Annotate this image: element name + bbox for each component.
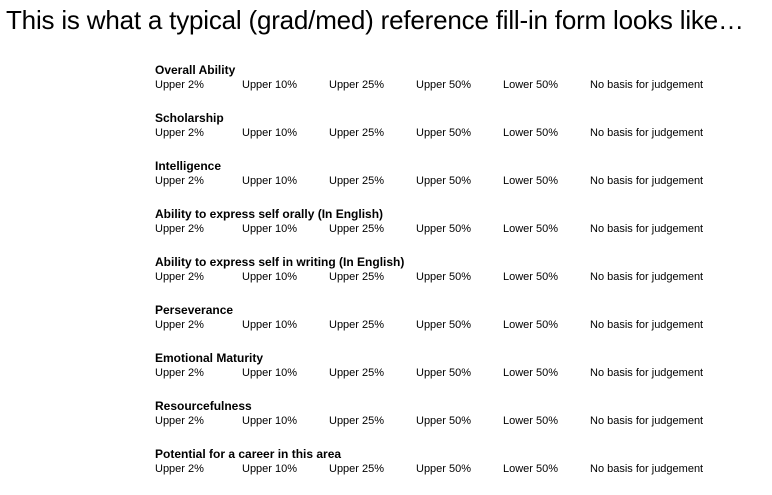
rating-option-upper-25[interactable]: Upper 25% (329, 319, 385, 331)
rating-option-no-basis-for-judgement[interactable]: No basis for judgement (590, 127, 704, 139)
rating-options (155, 270, 755, 285)
rating-option-lower-50[interactable]: Lower 50% (503, 175, 559, 187)
rating-options (155, 126, 755, 141)
rating-option-upper-25[interactable]: Upper 25% (329, 271, 385, 283)
rating-options (155, 78, 755, 93)
rating-option-lower-50[interactable]: Lower 50% (503, 79, 559, 91)
rating-option-upper-50[interactable]: Upper 50% (416, 79, 472, 91)
criterion-label: Potential for a career in this area (155, 447, 342, 461)
rating-option-upper-2[interactable]: Upper 2% (155, 319, 204, 331)
rating-option-upper-50[interactable]: Upper 50% (416, 415, 472, 427)
rating-option-upper-10[interactable]: Upper 10% (242, 127, 298, 139)
criterion-scholarship (155, 111, 755, 159)
rating-option-lower-50[interactable]: Lower 50% (503, 271, 559, 283)
rating-option-upper-10[interactable]: Upper 10% (242, 367, 298, 379)
criterion-resourcefulness (155, 399, 755, 447)
rating-option-upper-50[interactable]: Upper 50% (416, 127, 472, 139)
rating-option-upper-10[interactable]: Upper 10% (242, 415, 298, 427)
rating-option-upper-50[interactable]: Upper 50% (416, 223, 472, 235)
rating-option-upper-2[interactable]: Upper 2% (155, 79, 204, 91)
rating-options (155, 222, 755, 237)
criterion-label: Scholarship (155, 111, 224, 125)
rating-option-no-basis-for-judgement[interactable]: No basis for judgement (590, 79, 704, 91)
criterion-label: Intelligence (155, 159, 222, 173)
rating-option-no-basis-for-judgement[interactable]: No basis for judgement (590, 367, 704, 379)
rating-options (155, 174, 755, 189)
rating-option-lower-50[interactable]: Lower 50% (503, 223, 559, 235)
rating-option-upper-2[interactable]: Upper 2% (155, 127, 204, 139)
rating-option-upper-2[interactable]: Upper 2% (155, 367, 204, 379)
rating-option-upper-50[interactable]: Upper 50% (416, 319, 472, 331)
rating-option-lower-50[interactable]: Lower 50% (503, 463, 559, 475)
rating-option-upper-2[interactable]: Upper 2% (155, 175, 204, 187)
rating-option-upper-2[interactable]: Upper 2% (155, 271, 204, 283)
rating-options (155, 366, 755, 381)
rating-option-upper-2[interactable]: Upper 2% (155, 223, 204, 235)
rating-option-lower-50[interactable]: Lower 50% (503, 415, 559, 427)
rating-option-upper-50[interactable]: Upper 50% (416, 271, 472, 283)
rating-option-upper-50[interactable]: Upper 50% (416, 175, 472, 187)
rating-option-no-basis-for-judgement[interactable]: No basis for judgement (590, 319, 704, 331)
criterion-emotional-maturity (155, 351, 755, 399)
rating-option-upper-2[interactable]: Upper 2% (155, 415, 204, 427)
criterion-perseverance (155, 303, 755, 351)
rating-option-no-basis-for-judgement[interactable]: No basis for judgement (590, 223, 704, 235)
criterion-label: Resourcefulness (155, 399, 252, 413)
rating-option-upper-25[interactable]: Upper 25% (329, 415, 385, 427)
criterion-overall-ability (155, 63, 755, 111)
rating-option-upper-2[interactable]: Upper 2% (155, 463, 204, 475)
rating-options (155, 414, 755, 429)
rating-option-upper-25[interactable]: Upper 25% (329, 127, 385, 139)
rating-option-upper-25[interactable]: Upper 25% (329, 367, 385, 379)
rating-option-upper-10[interactable]: Upper 10% (242, 319, 298, 331)
rating-option-lower-50[interactable]: Lower 50% (503, 319, 559, 331)
rating-option-lower-50[interactable]: Lower 50% (503, 367, 559, 379)
rating-option-upper-10[interactable]: Upper 10% (242, 223, 298, 235)
criterion-label: Ability to express self in writing (In English) (155, 255, 405, 269)
rating-option-upper-10[interactable]: Upper 10% (242, 175, 298, 187)
rating-option-upper-50[interactable]: Upper 50% (416, 463, 472, 475)
rating-option-no-basis-for-judgement[interactable]: No basis for judgement (590, 175, 704, 187)
criterion-ability-to-express-self-orally-in-english (155, 207, 755, 255)
rating-option-upper-50[interactable]: Upper 50% (416, 367, 472, 379)
rating-option-upper-25[interactable]: Upper 25% (329, 223, 385, 235)
criterion-label: Overall Ability (155, 63, 236, 77)
rating-option-no-basis-for-judgement[interactable]: No basis for judgement (590, 415, 704, 427)
rating-option-no-basis-for-judgement[interactable]: No basis for judgement (590, 271, 704, 283)
criterion-label: Ability to express self orally (In English) (155, 207, 384, 221)
rating-option-upper-25[interactable]: Upper 25% (329, 175, 385, 187)
rating-options (155, 318, 755, 333)
rating-options (155, 462, 755, 477)
rating-option-upper-25[interactable]: Upper 25% (329, 79, 385, 91)
rating-option-upper-10[interactable]: Upper 10% (242, 463, 298, 475)
rating-option-upper-10[interactable]: Upper 10% (242, 271, 298, 283)
rating-option-upper-10[interactable]: Upper 10% (242, 79, 298, 91)
slide-title: This is what a typical (grad/med) reference fill-in form looks like… (6, 5, 744, 35)
criterion-label: Emotional Maturity (155, 351, 264, 365)
reference-form (155, 63, 755, 495)
rating-option-lower-50[interactable]: Lower 50% (503, 127, 559, 139)
criterion-label: Perseverance (155, 303, 234, 317)
rating-option-upper-25[interactable]: Upper 25% (329, 463, 385, 475)
criterion-ability-to-express-self-in-writing-in-english (155, 255, 755, 303)
rating-option-no-basis-for-judgement[interactable]: No basis for judgement (590, 463, 704, 475)
criterion-intelligence (155, 159, 755, 207)
